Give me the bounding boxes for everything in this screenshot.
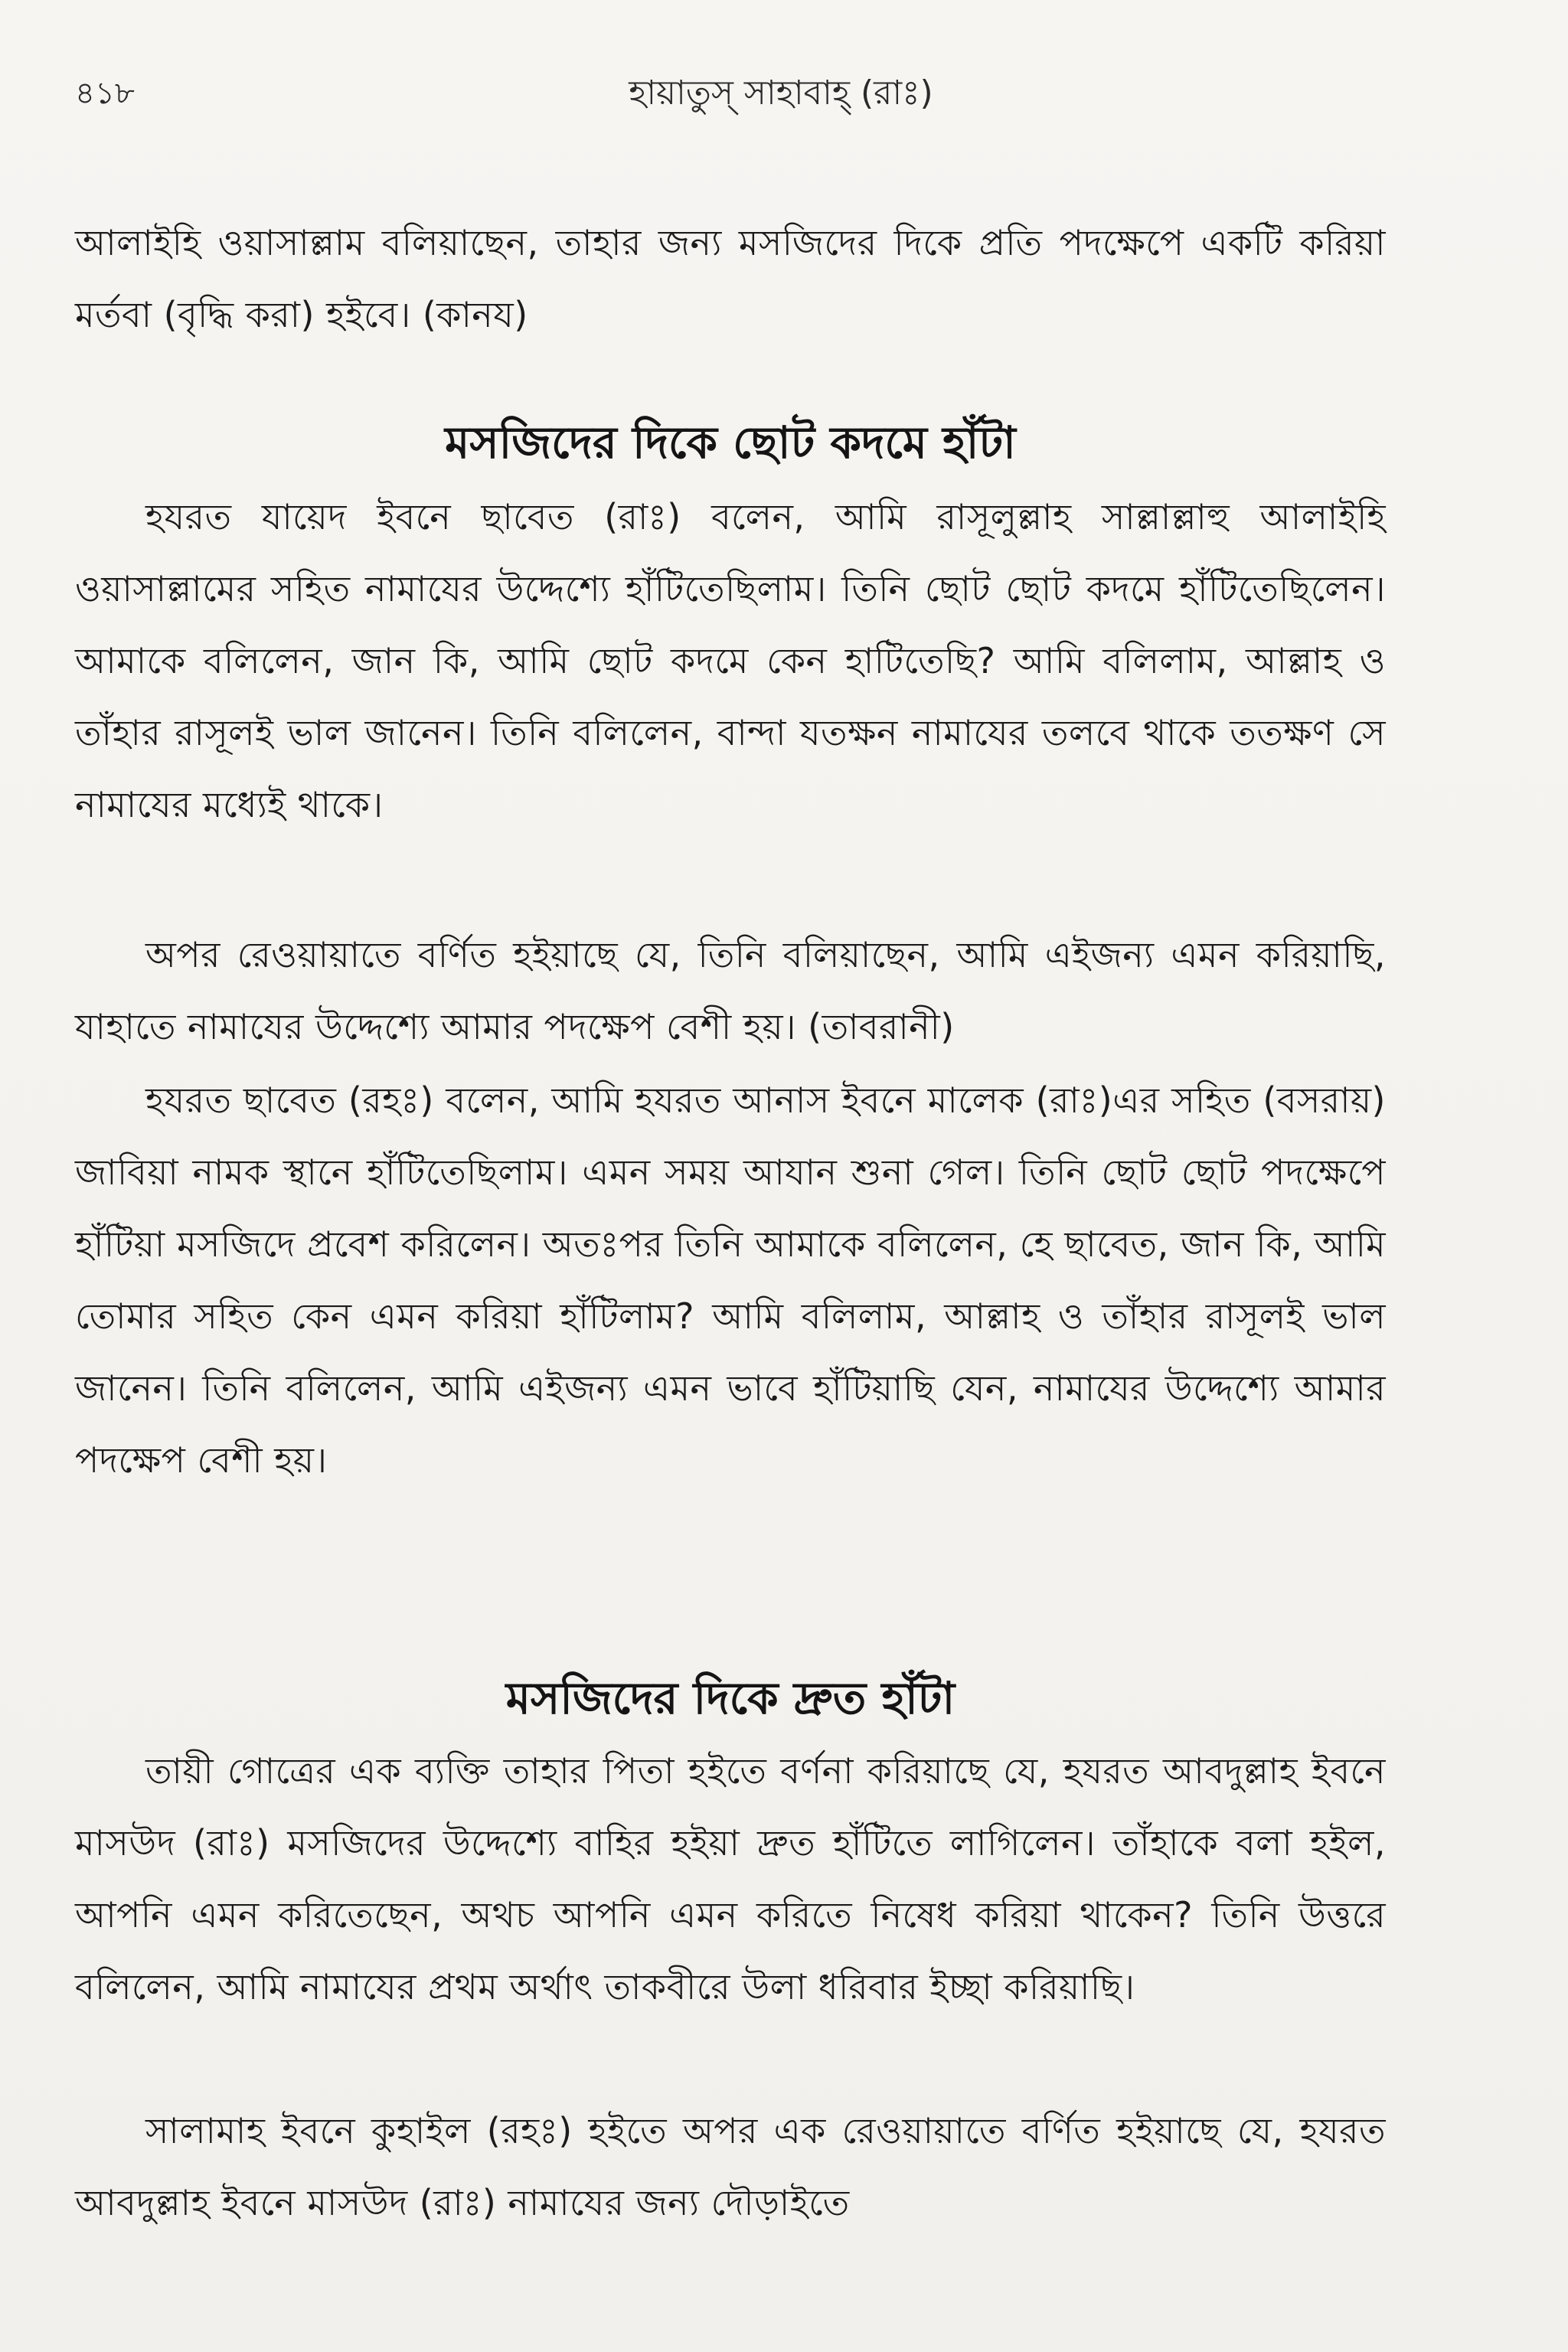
fast-walk-paragraph-2: সালামাহ ইবনে কুহাইল (রহঃ) হইতে অপর এক রেওয়ায়াতে বর্ণিত হইয়াছে যে, হযরত আবদুল্লাহ ইবনে মাসউদ (রাঃ) নামাযের জন্য দৌড়াইতে bbox=[75, 2110, 1386, 2223]
section-heading-short-steps: মসজিদের দিকে ছোট কদমে হাঁটা bbox=[445, 416, 1016, 469]
short-steps-paragraph-3: হযরত ছাবেত (রহঃ) বলেন, আমি হযরত আনাস ইবনে মালেক (রাঃ)এর সহিত (বসরায়) জাবিয়া নামক স্থানে হাঁটিতেছিলাম। এমন সময় আযান শুনা গেল। তিনি ছোট ছোট পদক্ষেপে হাঁটিয়া মসজিদে প্রবেশ করিলেন। অতঃপর তিনি আমাকে বলিলেন, হে ছাবেত, জান কি, আমি তোমার সহিত কেন এমন করিয়া হাঁটিলাম? আমি বলিলাম, আল্লাহ ও তাঁহার রাসূলই ভাল জানেন। তিনি বলিলেন, আমি এইজন্য এমন ভাবে হাঁটিয়াছি যেন, নামাযের উদ্দেশ্যে আমার পদক্ষেপ বেশী হয়। bbox=[75, 1080, 1386, 1481]
fast-walk-paragraph-1: তায়ী গোত্রের এক ব্যক্তি তাহার পিতা হইতে বর্ণনা করিয়াছে যে, হযরত আবদুল্লাহ ইবনে মাসউদ (রাঃ) মসজিদের উদ্দেশ্যে বাহির হইয়া দ্রুত হাঁটিতে লাগিলেন। তাঁহাকে বলা হইল, আপনি এমন করিতেছেন, অথচ আপনি এমন করিতে নিষেধ করিয়া থাকেন? তিনি উত্তরে বলিলেন, আমি নামাযের প্রথম অর্থাৎ তাকবীরে উলা ধরিবার ইচ্ছা করিয়াছি। bbox=[75, 1750, 1386, 2007]
short-steps-paragraph-1: হযরত যায়েদ ইবনে ছাবেত (রাঃ) বলেন, আমি রাসূলুল্লাহ সাল্লাল্লাহু আলাইহি ওয়াসাল্লামের সহিত নামাযের উদ্দেশ্যে হাঁটিতেছিলাম। তিনি ছোট ছোট কদমে হাঁটিতেছিলেন। আমাকে বলিলেন, জান কি, আমি ছোট কদমে কেন হাটিতেছি? আমি বলিলাম, আল্লাহ ও তাঁহার রাসূলই ভাল জানেন। তিনি বলিলেন, বান্দা যতক্ষন নামাযের তলবে থাকে ততক্ষণ সে নামাযের মধ্যেই থাকে। bbox=[75, 496, 1386, 825]
intro-paragraph: আলাইহি ওয়াসাল্লাম বলিয়াছেন, তাহার জন্য মসজিদের দিকে প্রতি পদক্ষেপে একটি করিয়া মর্তবা (বৃদ্ধি করা) হইবে। (কানয) bbox=[75, 222, 1386, 335]
running-title: হায়াতুস্‌ সাহাবাহ্‌ (রাঃ) bbox=[629, 74, 933, 113]
section-heading-fast-walk: মসজিদের দিকে দ্রুত হাঁটা bbox=[505, 1672, 956, 1724]
short-steps-paragraph-2: অপর রেওয়ায়াতে বর্ণিত হইয়াছে যে, তিনি বলিয়াছেন, আমি এইজন্য এমন করিয়াছি, যাহাতে নামাযের উদ্দেশ্যে আমার পদক্ষেপ বেশী হয়। (তাবরানী) bbox=[75, 934, 1386, 1047]
page-number: ৪১৮ bbox=[75, 76, 135, 111]
